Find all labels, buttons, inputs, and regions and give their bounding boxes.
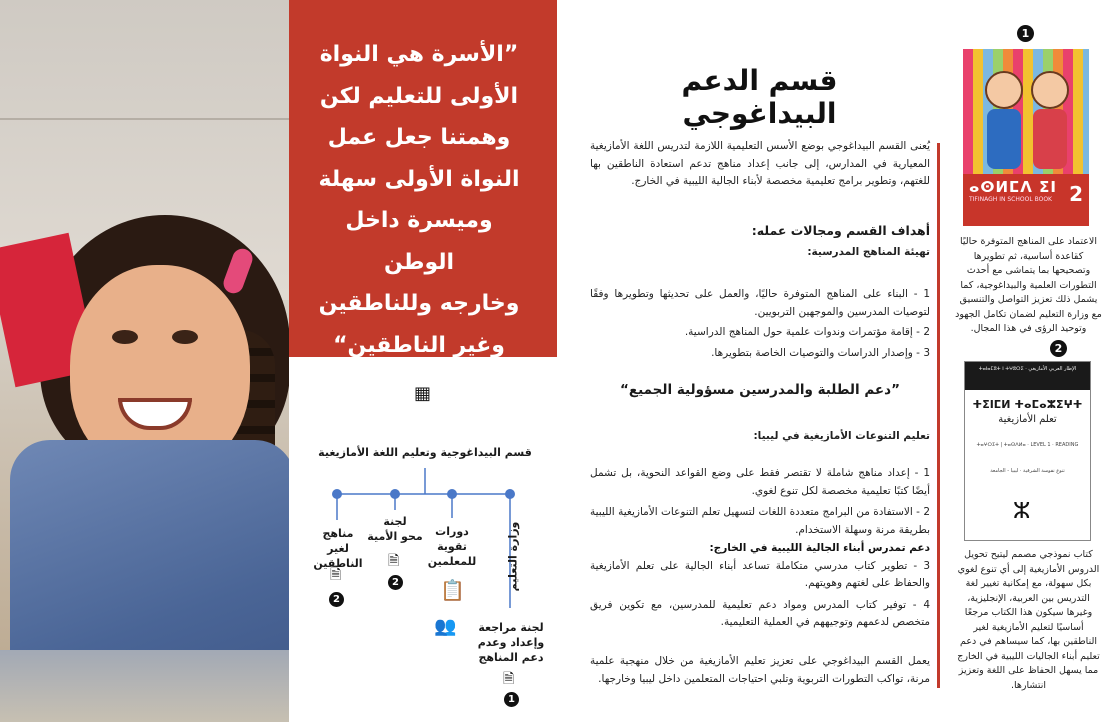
committee-label: دعم المناهج (478, 651, 544, 664)
list-item: 1 - البناء على المناهج المتوفرة حاليًا، والعمل على تحديثها وتطويرها وفقًا لتوصيات المدرسين والموجهين التربويين. (590, 288, 930, 318)
closing-paragraph: يعمل القسم البيداغوجي على تعزيز تعليم الأمازيغية من خلال منهجية علمية مرنة، تواكب التطورات التربوية وتلبي احتياجات المتعلمين داخل ليبيا وخارجها. (590, 655, 930, 685)
cover-tifinagh-title: ⴰⵙⵍⵎⴷ ⵉⵏ (969, 178, 1057, 196)
badge-2: 2 (1050, 340, 1067, 357)
document-icon: 🗎 (330, 567, 342, 583)
branch-label: تقوية (437, 540, 467, 553)
org-chart (300, 378, 550, 722)
caption-1: الاعتماد على المناهج المتوفرة حاليًا كقاعدة أساسية، ثم تطويرها وتصحيحها بما يتماشى مع أحدث التطورات العلمية والبيداغوجية، كما يشمل ذلك تعزيز التواصل والتنسيق مع وزارة التعليم لضمان تكامل الجهود وتوحيد الرؤى في هذا المجال. (955, 236, 1102, 334)
committee-review (472, 620, 550, 665)
cover-kid-body (987, 109, 1021, 169)
list-item: 1 - إعداد مناهج شاملة لا تقتصر فقط على وضع القواعد النحوية، بل تشمل أيضًا كتبًا تعليمية مخصصة لكل تنوع لغوي. (590, 467, 930, 497)
list-item: 2 - الاستفادة من البرامج متعددة اللغات لتسهيل تعلم التنوعات الأمازيغية الليبية بطريقة مرنة وسهلة الاستخدام. (590, 506, 930, 536)
list-item: 3 - وإصدار الدراسات والتوصيات الخاصة بتطويرها. (711, 346, 930, 359)
document-icon: 🗎 (503, 671, 515, 687)
cover-kid-boy (985, 71, 1023, 109)
caption-2: كتاب نموذجي مصمم ليتيح تحويل الدروس الأمازيغية إلى أي تنوع لغوي بكل سهولة، مع إمكانية تغيير لغة التدريس بين العربية، الإنجليزية، وغيرها سيكون هذا الكتاب مرجعًا أساسيًا لتعليم الأمازيغية لغير الناطقين بها، كما سيساهم في دعم تعليم أبناء الجاليات الليبية في الخارج مما يسهل الحفاظ على اللغة وتعزيز انتشارها. (957, 549, 1100, 691)
cover-volume-number: 2 (1069, 182, 1083, 206)
book-cover-1 (963, 49, 1089, 226)
quote-line: وغير الناطقين“ (333, 332, 505, 358)
badge-2: 2 (388, 575, 403, 590)
varieties-subheading: تعليم التنوعات الأمازيغية في ليبيا: (753, 430, 930, 442)
cover-kid-body (1033, 109, 1067, 169)
list-item: 4 - توفير كتاب المدرس ومواد دعم تعليمية للمدرسين، مع تكوين فريق متخصص لدعمهم وتوجيههم في العملية التعليمية. (590, 598, 930, 628)
badge-1: 1 (504, 692, 519, 707)
quote-line: وميسرة داخل الوطن (345, 208, 493, 275)
branch-label: للمعلمين (427, 555, 477, 568)
cover-kid-girl (1031, 71, 1069, 109)
branch-label: دورات (435, 525, 469, 538)
list-item: 3 - تطوير كتاب مدرسي متكاملة تساعد أبناء الجالية على تعلم الأمازيغية والحفاظ على لغتهم وهويتهم. (590, 559, 930, 589)
photo-eye-right (172, 330, 198, 344)
cover2-arabic-title: تعلم الأمازيغية (998, 414, 1057, 425)
page-title: قسم الدعم البيداغوجي (681, 64, 838, 130)
girl-photo (0, 0, 289, 722)
quote-line: وهمتنا جعل عمل (327, 125, 511, 150)
intro-paragraph: يُعنى القسم البيداغوجي بوضع الأسس التعليمية اللازمة لتدريس اللغة الأمازيغية المعيارية في المدارس، إلى جانب إعداد مناهج تدعم استعادة الناطقين بها للغتهم، وتطوير برامج تعليمية مخصصة لأبناء الجالية الليبية في الخارج. (590, 140, 930, 187)
photo-eye-left (112, 330, 138, 344)
varieties-list (590, 465, 930, 632)
badge-1: 1 (1017, 25, 1034, 42)
branch-label: محو الأمية (367, 530, 423, 543)
cover-title-strip (963, 174, 1089, 226)
building-icon: ▦ (414, 383, 432, 404)
branch-label: لغير الناطقين (313, 542, 363, 570)
slogan: ”دعم الطلبة والمدرسين مسؤولية الجميع“ (620, 382, 900, 398)
quote-line: النواة الأولى سهلة (318, 166, 520, 192)
cover2-band: ⵜⴰⵏⴰⵎⵓⵜ ⵏ ⵜⵖⵓⵔⵉ · الإطار العربي الأمازيغي (965, 362, 1090, 390)
quote-line: ”الأسرة هي النواة (319, 42, 519, 67)
badge-2: 2 (329, 592, 344, 607)
branch-label: مناهج (322, 527, 354, 540)
list-item: 2 - إقامة مؤتمرات وندوات علمية حول المناهج الدراسية. (684, 326, 930, 338)
cover2-subtitle: ⵜⴰⵖⵔⵉⵜ | ⵜⴰⵙⴷⵍⴰ · LEVEL 1 · READING (976, 442, 1079, 448)
document-icon: 🗎 (388, 553, 400, 569)
people-icon: 👥 (434, 616, 457, 637)
cover-subtitle: TIFINAGH IN SCHOOL BOOK (969, 196, 1052, 203)
org-root-label: قسم البيداغوجية وتعليم اللغة الأمازيغية (318, 446, 532, 459)
cover2-note: تنوع نفوسة الشرقية · ليبيا - الجامعة (990, 468, 1065, 474)
branch-literacy-committee (364, 514, 426, 544)
diaspora-subheading: دعم تمدرس أبناء الجالية الليبية في الخارج: (709, 542, 930, 554)
quote-panel (289, 0, 557, 357)
committee-label: وإعداد وعدم (477, 636, 545, 649)
branch-label: لجنة (383, 515, 407, 528)
curricula-list (590, 286, 930, 362)
column-divider (937, 143, 940, 688)
cover2-tifinagh-title: ⵜⵉⵏⵎⵍ ⵜⴰⵎⴰⵣⵉⵖⵜ (972, 398, 1083, 411)
branch-teacher-training (424, 524, 480, 569)
branch-ministry: وزارة التعليم (506, 521, 520, 592)
quote-line: الأولى للتعليم لكن (319, 83, 519, 109)
goals-heading: أهداف القسم ومجالات عمله: (751, 223, 930, 238)
certificate-icon: 📋 (440, 578, 465, 602)
quote-line: وخارجه وللناطقين (318, 291, 520, 316)
committee-label: لجنة مراجعة (478, 621, 544, 634)
photo-desk (0, 650, 289, 722)
curricula-subheading: تهيئة المناهج المدرسية: (807, 246, 930, 258)
yaz-symbol-icon: ⵣ (1013, 499, 1031, 524)
